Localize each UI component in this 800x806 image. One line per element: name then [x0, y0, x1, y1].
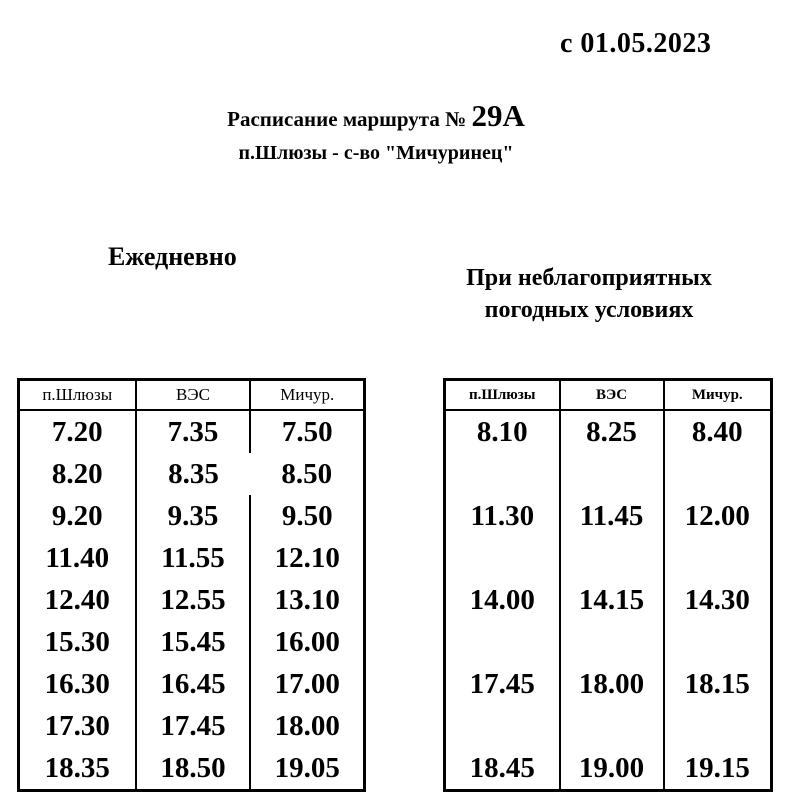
table-cell: 14.15	[560, 579, 664, 621]
table-row	[445, 621, 772, 663]
table-cell	[560, 537, 664, 579]
table-cell: 7.50	[281, 416, 333, 448]
table-cell: 14.30	[684, 584, 750, 616]
table-cell	[445, 621, 560, 663]
table-row	[19, 495, 365, 537]
table-cell: 8.10	[445, 410, 560, 453]
table-cell: 19.05	[250, 747, 364, 791]
bad-weather-heading	[420, 262, 758, 326]
column-header: ВЭС	[560, 380, 664, 411]
table-cell	[445, 453, 560, 495]
table-header-row	[19, 380, 365, 411]
table-cell: 8.50	[281, 458, 333, 490]
title-prefix: Расписание маршрута №	[227, 107, 467, 131]
table-row	[445, 453, 772, 495]
table-row	[19, 705, 365, 747]
table-cell: 17.30	[19, 705, 136, 747]
table-row	[445, 579, 772, 621]
table-cell: 15.45	[136, 621, 251, 663]
schedule-title	[0, 98, 752, 134]
table-cell: 7.20	[19, 410, 136, 453]
table-cell: 14.00	[445, 579, 560, 621]
route-number: 29А	[471, 98, 525, 133]
table-cell	[445, 537, 560, 579]
table-cell: 17.45	[136, 705, 251, 747]
table-cell: 8.40	[691, 416, 743, 448]
table-cell: 18.00	[274, 710, 340, 742]
table-cell: 9.20	[19, 495, 136, 537]
table-cell: 11.45	[560, 495, 664, 537]
column-header: ВЭС	[136, 380, 251, 411]
table-row	[445, 537, 772, 579]
column-header: Мичур.	[664, 380, 772, 411]
table-cell: 9.35	[136, 495, 251, 537]
table-header-row	[445, 380, 772, 411]
table-cell	[445, 705, 560, 747]
table-row	[445, 663, 772, 705]
table-row	[445, 705, 772, 747]
table-row	[445, 747, 772, 791]
table-cell: 11.40	[19, 537, 136, 579]
table-row	[19, 663, 365, 705]
table-row	[445, 495, 772, 537]
table-cell: 13.10	[274, 584, 340, 616]
effective-date: с 01.05.2023	[560, 28, 712, 59]
table-cell: 18.50	[136, 747, 251, 791]
column-header: п.Шлюзы	[19, 380, 136, 411]
table-cell	[560, 705, 664, 747]
table-row	[19, 579, 365, 621]
table-row	[19, 537, 365, 579]
table-row	[19, 621, 365, 663]
route-path: п.Шлюзы - с-во "Мичуринец"	[238, 142, 514, 164]
table-cell: 19.00	[560, 747, 664, 791]
daily-schedule-table	[17, 378, 366, 792]
table-cell: 8.35	[168, 458, 219, 490]
table-row	[19, 747, 365, 791]
table-cell	[664, 537, 772, 579]
bad-weather-heading-line1: При неблагоприятных	[466, 265, 712, 291]
table-cell: 17.45	[445, 663, 560, 705]
table-cell: 16.00	[274, 626, 340, 658]
table-cell: 8.25	[560, 410, 664, 453]
table-cell: 12.10	[274, 542, 340, 574]
table-cell: 12.55	[136, 579, 251, 621]
table-cell: 11.30	[445, 495, 560, 537]
table-cell: 12.40	[19, 579, 136, 621]
table-cell	[664, 705, 772, 747]
column-header: Мичур.	[250, 380, 364, 411]
table-cell: 7.35	[136, 410, 251, 453]
bad-weather-heading-line2: погодных условиях	[484, 297, 694, 323]
column-header: п.Шлюзы	[445, 380, 560, 411]
table-cell: 9.50	[281, 500, 333, 532]
table-cell	[560, 621, 664, 663]
table-cell: 17.00	[274, 668, 340, 700]
table-cell: 16.30	[19, 663, 136, 705]
table-cell: 8.20	[19, 453, 136, 495]
table-cell: 11.55	[136, 537, 251, 579]
table-cell	[560, 453, 664, 495]
table-cell: 16.45	[136, 663, 251, 705]
bad-weather-schedule-table	[443, 378, 773, 792]
table-cell: 15.30	[19, 621, 136, 663]
table-cell: 12.00	[684, 500, 750, 532]
daily-heading: Ежедневно	[108, 242, 237, 271]
table-cell: 18.15	[684, 668, 750, 700]
table-cell: 18.35	[19, 747, 136, 791]
table-cell: 18.45	[445, 747, 560, 791]
table-row	[445, 410, 772, 453]
table-cell	[664, 621, 772, 663]
table-row	[19, 453, 365, 495]
table-row	[19, 410, 365, 453]
table-cell: 19.15	[664, 747, 772, 791]
table-cell	[664, 453, 772, 495]
table-cell: 18.00	[560, 663, 664, 705]
